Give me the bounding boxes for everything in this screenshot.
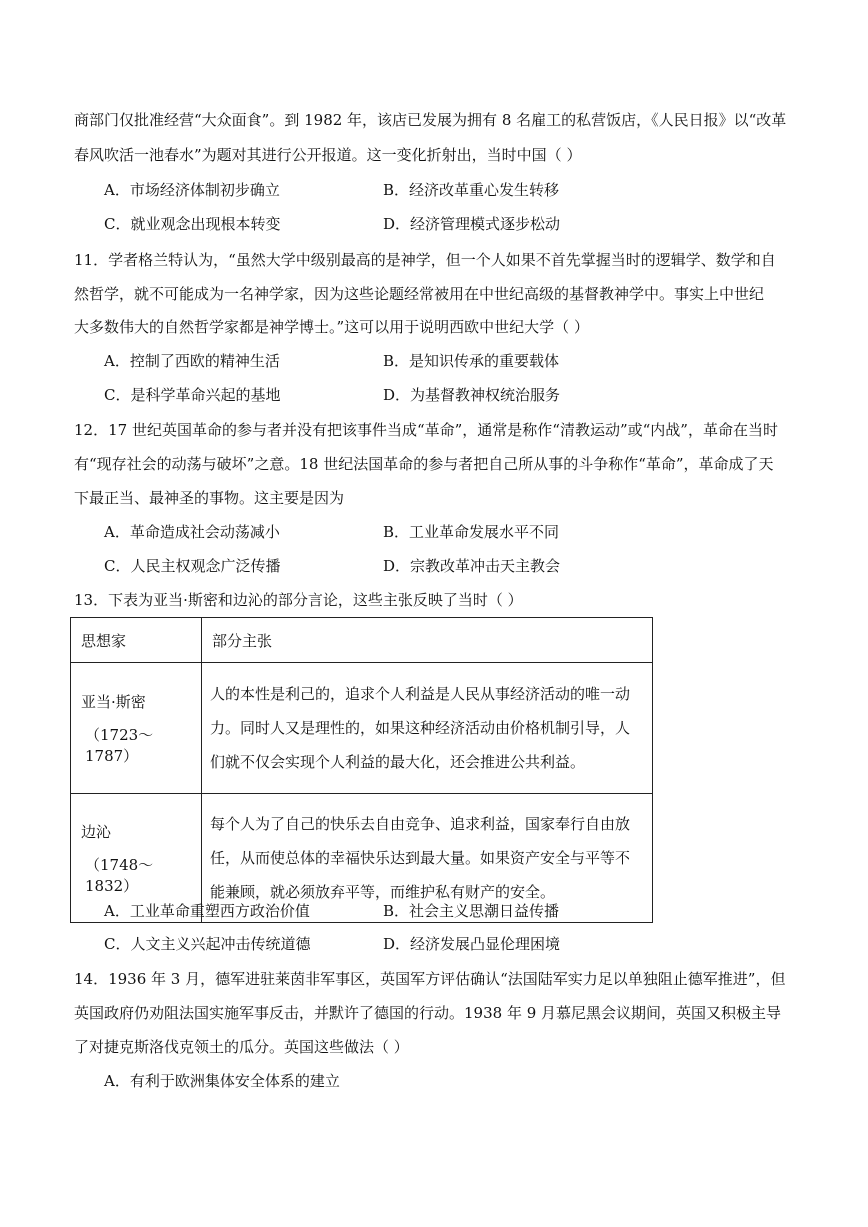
q13-option-d[interactable]: D．经济发展凸显伦理困境 bbox=[383, 935, 561, 953]
q13-option-a[interactable]: A．工业革命重塑西方政治价值 bbox=[104, 902, 310, 920]
q10-option-d[interactable]: D．经济管理模式逐步松动 bbox=[383, 215, 561, 233]
thinker-years: （1723～1787） bbox=[85, 725, 154, 765]
q14-option-a[interactable]: A．有利于欧洲集体安全体系的建立 bbox=[104, 1072, 340, 1090]
q12-option-d[interactable]: D．宗教改革冲击天主教会 bbox=[383, 557, 561, 575]
q12-stem-line-2: 有“现存社会的动荡与破坏”之意。18 世纪法国革命的参与者把自己所从事的斗争称作“革命”，革命成了天 bbox=[74, 455, 774, 473]
q13-option-c[interactable]: C．人文主义兴起冲击传统道德 bbox=[104, 935, 311, 953]
q13-option-b[interactable]: B．社会主义思潮日益传播 bbox=[383, 902, 560, 920]
q11-option-c[interactable]: C．是科学革命兴起的基地 bbox=[104, 386, 281, 404]
q11-option-d[interactable]: D．为基督教神权统治服务 bbox=[383, 386, 561, 404]
q11-option-b[interactable]: B．是知识传承的重要载体 bbox=[383, 352, 560, 370]
q14-stem-line-1: 14．1936 年 3 月，德军进驻莱茵非军事区，英国军方评估确认“法国陆军实力足以单独阻止德军推进”，但 bbox=[74, 970, 786, 988]
table-header-thinker: 思想家 bbox=[71, 618, 202, 663]
table-header-views: 部分主张 bbox=[202, 618, 653, 663]
q12-stem-line-1: 12．17 世纪英国革命的参与者并没有把该事件当成“革命”，通常是称作“清教运动”或“内战”，革命在当时 bbox=[74, 421, 778, 439]
q10-option-a[interactable]: A．市场经济体制初步确立 bbox=[104, 181, 280, 199]
thinker-view: 人的本性是利己的，追求个人利益是人民从事经济活动的唯一动力。同时人又是理性的，如果这种经济活动由价格机制引导，人们就不仅会实现个人利益的最大化，还会推进公共利益。 bbox=[202, 663, 653, 794]
q14-stem-line-3: 了对捷克斯洛伐克领土的瓜分。英国这些做法（ ） bbox=[74, 1038, 409, 1056]
table-header-row bbox=[71, 618, 653, 663]
thinker-name: 亚当·斯密 bbox=[81, 692, 146, 711]
q11-stem-line-2: 然哲学，就不可能成为一名神学家，因为这些论题经常被用在中世纪高级的基督教神学中。事实上中世纪 bbox=[74, 285, 765, 303]
q10-stem-line-2: 春风吹活一池春水”为题对其进行公开报道。这一变化折射出，当时中国（ ） bbox=[74, 146, 582, 164]
q12-option-a[interactable]: A．革命造成社会动荡减小 bbox=[104, 523, 280, 541]
q12-option-b[interactable]: B．工业革命发展水平不同 bbox=[383, 523, 560, 541]
thinker-view: 每个人为了自己的快乐去自由竞争、追求利益，国家奉行自由放任，从而使总体的幸福快乐达到最大量。如果资产安全与平等不能兼顾，就必须放弃平等，而维护私有财产的安全。 bbox=[202, 794, 653, 923]
q10-stem-line-1: 商部门仅批准经营“大众面食”。到 1982 年，该店已发展为拥有 8 名雇工的私营饭店，《人民日报》以“改革 bbox=[74, 111, 787, 129]
thinkers-table bbox=[70, 617, 653, 923]
q11-option-a[interactable]: A．控制了西欧的精神生活 bbox=[104, 352, 280, 370]
q10-option-b[interactable]: B．经济改革重心发生转移 bbox=[383, 181, 560, 199]
q14-stem-line-2: 英国政府仍劝阻法国实施军事反击，并默许了德国的行动。1938 年 9 月慕尼黑会议期间，英国又积极主导 bbox=[74, 1004, 782, 1022]
q10-option-c[interactable]: C．就业观念出现根本转变 bbox=[104, 215, 281, 233]
table-row bbox=[71, 663, 653, 794]
q12-stem-line-3: 下最正当、最神圣的事物。这主要是因为 bbox=[74, 489, 345, 507]
q12-option-c[interactable]: C．人民主权观念广泛传播 bbox=[104, 557, 281, 575]
thinker-years: （1748～1832） bbox=[85, 855, 154, 895]
thinker-name: 边沁 bbox=[81, 822, 112, 841]
thinker-cell bbox=[71, 663, 202, 794]
q11-stem-line-1: 11．学者格兰特认为，“虽然大学中级别最高的是神学，但一个人如果不首先掌握当时的逻辑学、数学和自 bbox=[74, 251, 776, 269]
q11-stem-line-3: 大多数伟大的自然哲学家都是神学博士。”这可以用于说明西欧中世纪大学（ ） bbox=[74, 318, 589, 336]
q13-stem: 13．下表为亚当·斯密和边沁的部分言论，这些主张反映了当时（ ） bbox=[74, 591, 523, 609]
